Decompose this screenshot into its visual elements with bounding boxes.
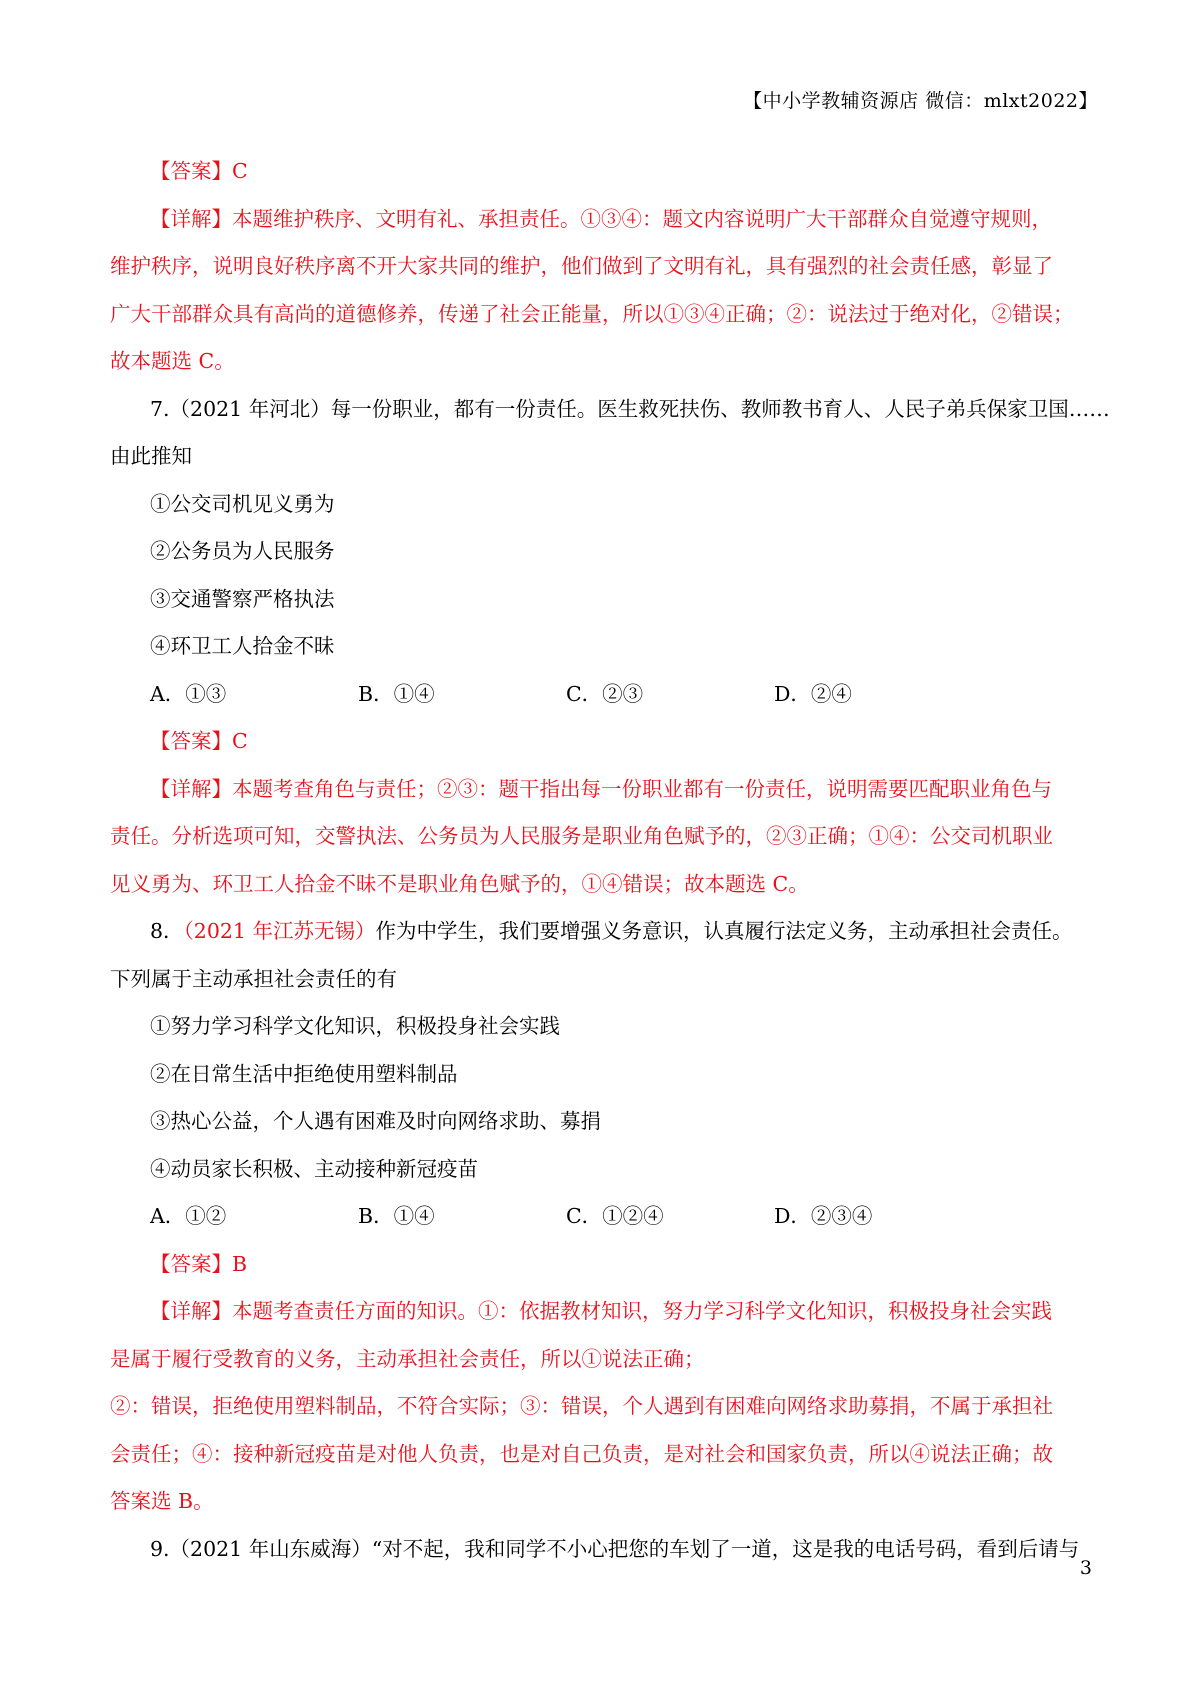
- page-number: 3: [1079, 1557, 1092, 1579]
- page-content: [110, 148, 1110, 1573]
- q7-stem: 由此推知: [110, 444, 192, 468]
- q8-detail-line: 是属于履行受教育的义务，主动承担社会责任，所以①说法正确；: [110, 1346, 705, 1371]
- q7-choice-b: B．①④: [358, 681, 435, 706]
- q8-number: 8．: [150, 919, 184, 943]
- q6-detail-line: 广大干部群众具有高尚的道德修养，传递了社会正能量，所以①③④正确；②：说法过于绝对化，②错误；: [110, 301, 1074, 326]
- q8-stem-text: 作为中学生，我们要增强义务意识，认真履行法定义务，主动承担社会责任。: [375, 919, 1073, 943]
- q7-stem: 7.（2021 年河北）每一份职业，都有一份责任。医生救死扶伤、教师教书育人、人民子弟兵保家卫国……: [150, 396, 1110, 421]
- q8-detail-line: 【详解】本题考查责任方面的知识。①：依据教材知识，努力学习科学文化知识，积极投身社会实践: [150, 1299, 1052, 1323]
- q8-choices: [110, 1193, 1100, 1241]
- q8-item: ①努力学习科学文化知识，积极投身社会实践: [150, 1014, 560, 1038]
- q8-item: ③热心公益，个人遇有困难及时向网络求助、募捐: [150, 1109, 601, 1133]
- q7-detail-line: 见义勇为、环卫工人拾金不昧不是职业角色赋予的，①④错误；故本题选 C。: [110, 871, 809, 896]
- q7-choices: [110, 671, 1100, 719]
- q8-item: ②在日常生活中拒绝使用塑料制品: [150, 1061, 458, 1086]
- q8-choice-b: B．①④: [358, 1204, 435, 1228]
- q8-item: ④动员家长积极、主动接种新冠疫苗: [150, 1156, 478, 1181]
- q6-detail-line: 【详解】本题维护秩序、文明有礼、承担责任。①③④：题文内容说明广大干部群众自觉遵守规则，: [150, 206, 1052, 231]
- q8-choice-c: C．①②④: [566, 1204, 664, 1228]
- q8-detail-line: 会责任；④：接种新冠疫苗是对他人负责，也是对自己负责，是对社会和国家负责，所以④说法正确；故: [110, 1441, 1053, 1466]
- q8-answer: 【答案】B: [150, 1251, 248, 1276]
- q8-stem: [110, 908, 1100, 956]
- q8-choice-d: D．②③④: [774, 1204, 873, 1228]
- q7-detail-line: 【详解】本题考查角色与责任；②③：题干指出每一份职业都有一份责任，说明需要匹配职业角色与: [150, 776, 1052, 801]
- q8-stem: 下列属于主动承担社会责任的有: [110, 966, 397, 991]
- q6-answer: 【答案】C: [150, 159, 248, 183]
- q7-choice-c: C．②③: [566, 681, 644, 706]
- q7-item: ②公务员为人民服务: [150, 539, 335, 563]
- q9-stem: 9.（2021 年山东威海）“对不起，我和同学不小心把您的车划了一道，这是我的电话号码，看到后请与: [150, 1536, 1080, 1561]
- q8-detail-line: ②：错误，拒绝使用塑料制品，不符合实际；③：错误，个人遇到有困难向网络求助募捐，不属于承担社: [110, 1394, 1053, 1418]
- q7-item: ④环卫工人拾金不昧: [150, 634, 335, 658]
- q6-detail-line: 故本题选 C。: [110, 349, 235, 373]
- q7-item: ③交通警察严格执法: [150, 586, 335, 611]
- q7-detail-line: 责任。分析选项可知，交警执法、公务员为人民服务是职业角色赋予的，②③正确；①④：公交司机职业: [110, 824, 1053, 848]
- q8-source: （2021 年江苏无锡）: [183, 919, 376, 943]
- page-header: 【中小学教辅资源店 微信：mlxt2022】: [743, 90, 1098, 112]
- q8-choice-a: A．①②: [150, 1204, 227, 1228]
- q7-choice-a: A．①③: [150, 681, 227, 706]
- q7-item: ①公交司机见义勇为: [150, 491, 335, 516]
- q7-choice-d: D．②④: [774, 681, 852, 706]
- q7-answer: 【答案】C: [150, 729, 248, 753]
- q8-detail-line: 答案选 B。: [110, 1489, 214, 1513]
- q6-detail-line: 维护秩序，说明良好秩序离不开大家共同的维护，他们做到了文明有礼，具有强烈的社会责任感，彰显了: [110, 254, 1053, 278]
